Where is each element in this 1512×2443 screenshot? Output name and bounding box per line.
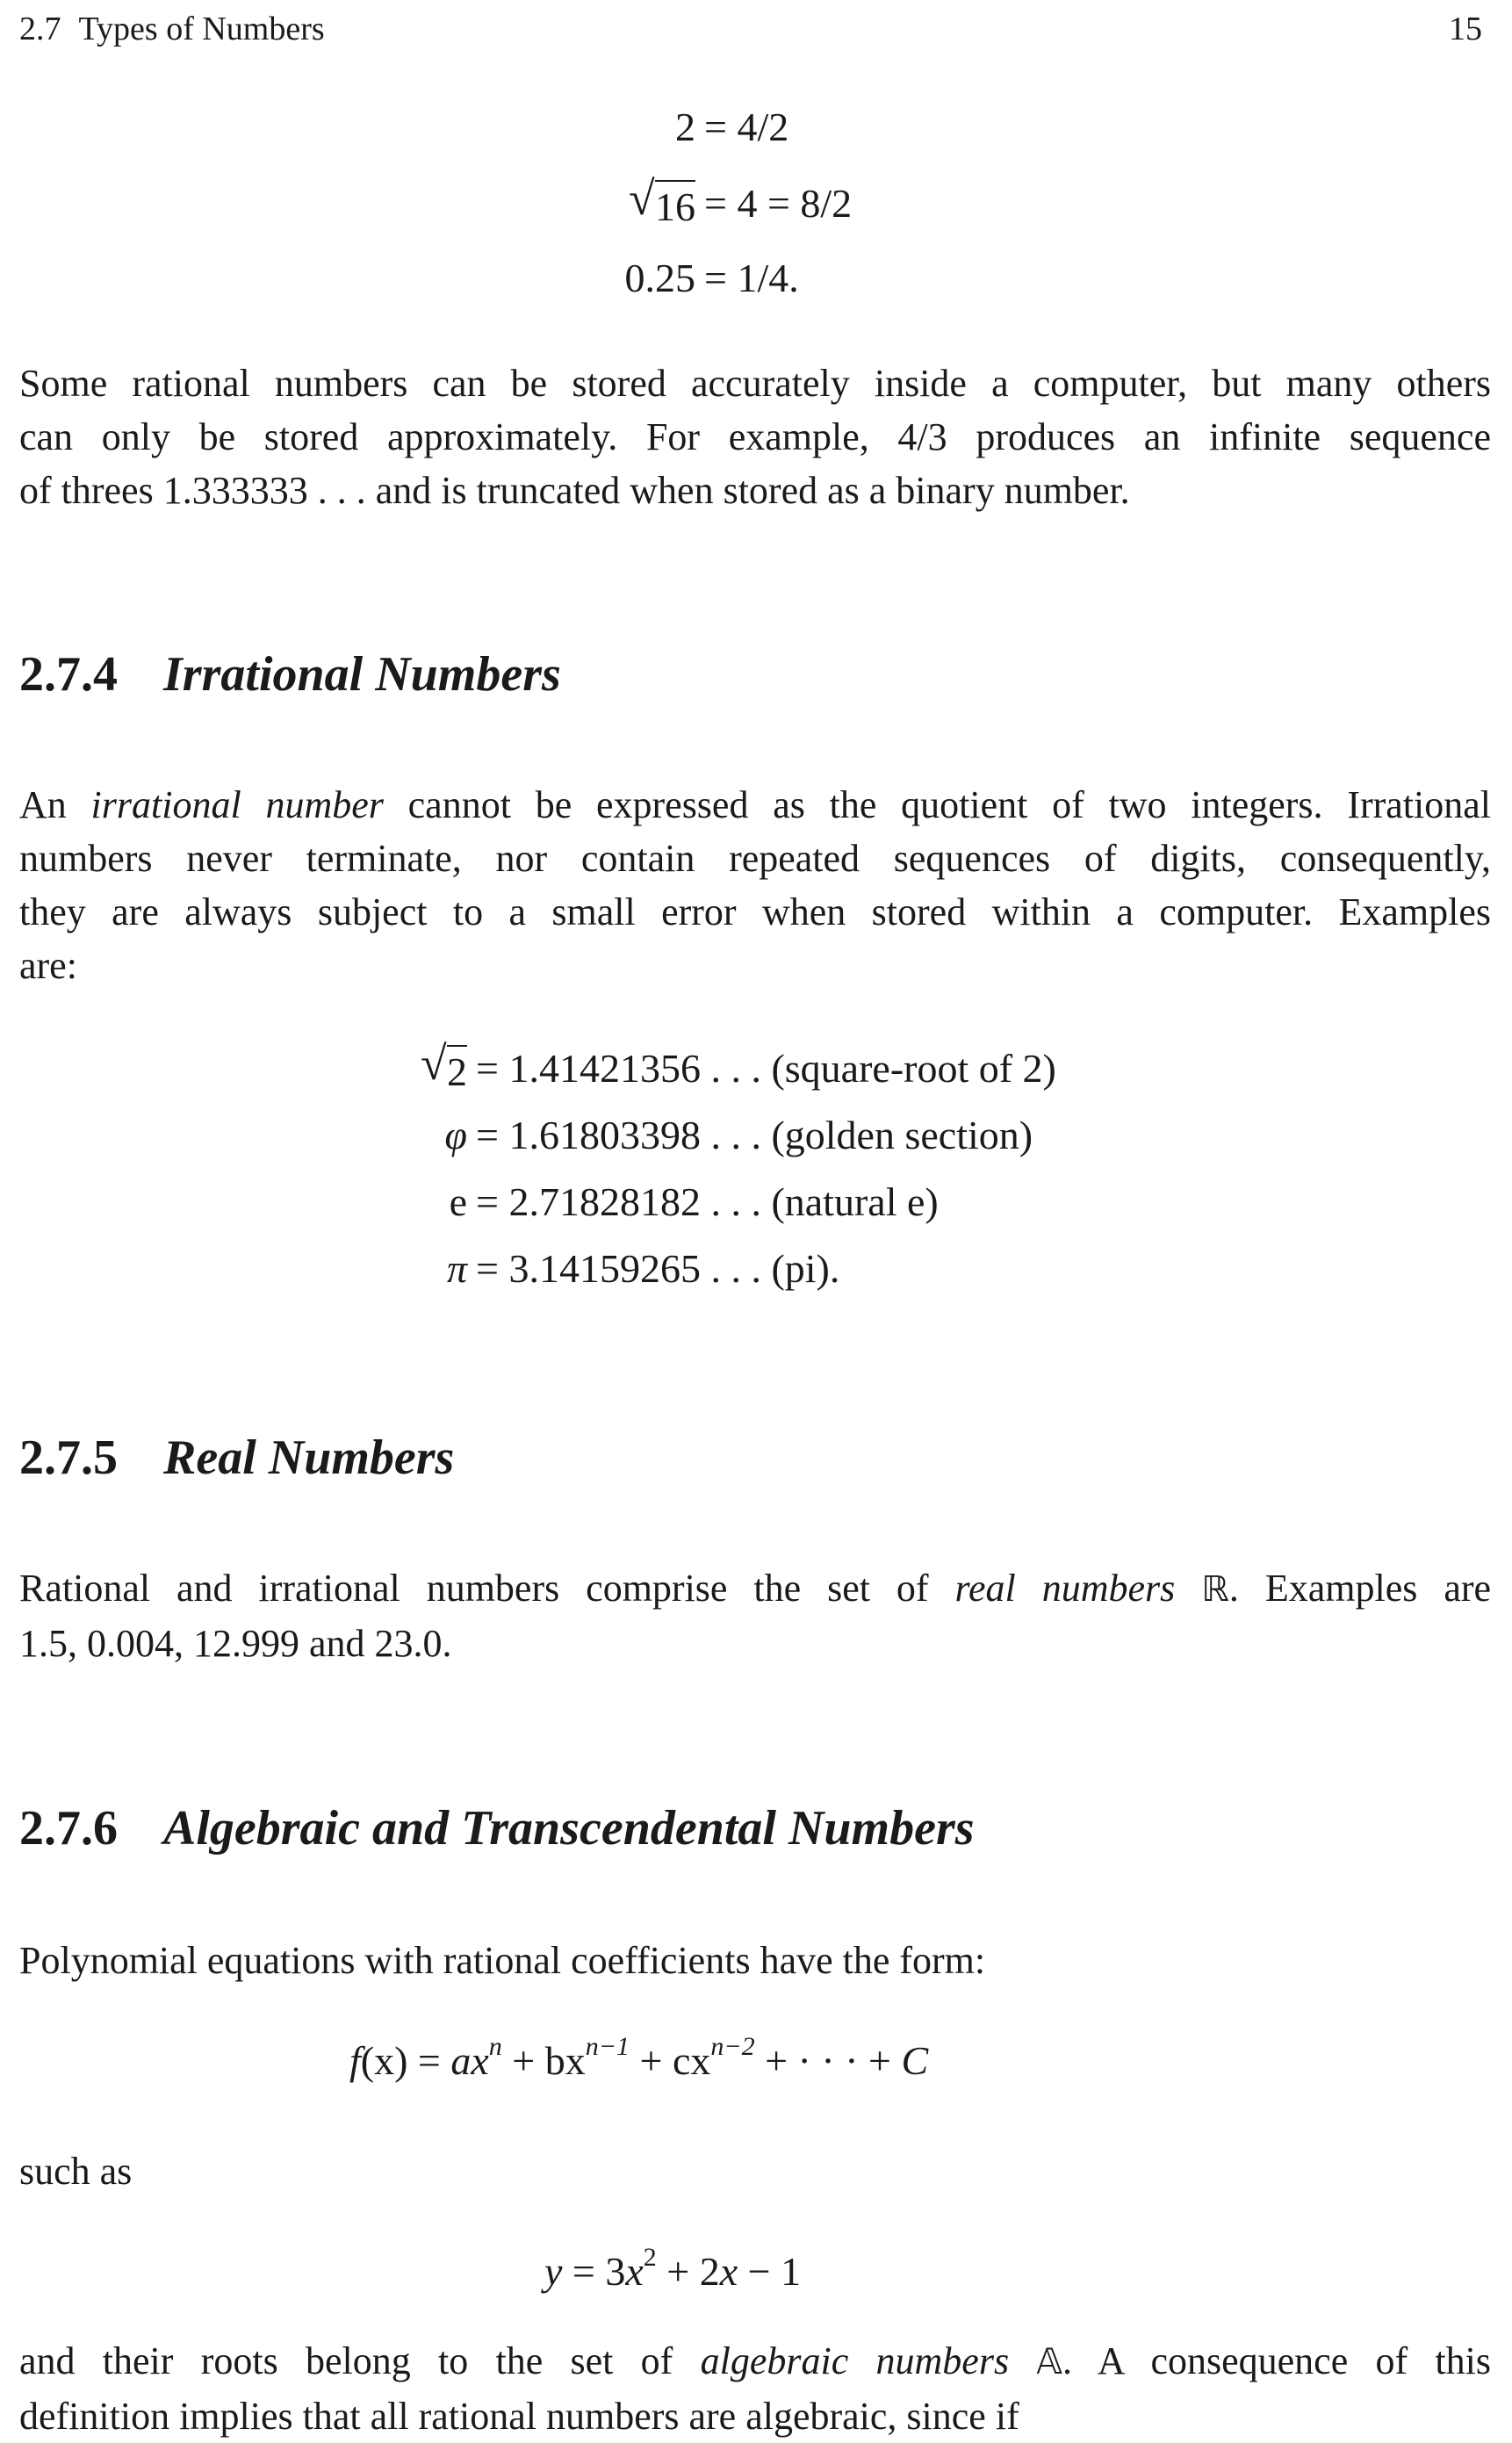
math-term: + bx: [501, 2038, 586, 2083]
math-exponent: n: [488, 2032, 502, 2061]
math-exponent: 2: [643, 2243, 657, 2272]
page-number: 15: [1449, 11, 1482, 47]
equation-lhs: 0.25: [624, 256, 695, 300]
equation-row: [0, 1245, 1512, 1298]
equation-lhs: 2: [675, 104, 695, 149]
equation-lhs: e: [449, 1179, 467, 1224]
paragraph-such-as: [19, 2144, 1491, 2198]
equation-row: [0, 1112, 1512, 1164]
equation-lhs: [629, 172, 695, 230]
equation-polynomial: [349, 2032, 929, 2084]
text-line: are:: [19, 944, 77, 987]
equation-lhs: φ: [444, 1113, 467, 1157]
text-line: Some rational numbers can be stored accurately inside a computer, but many others: [19, 362, 1491, 405]
equation-row: [0, 172, 1512, 234]
equation-rhs: = 1.41421356 . . . (square-root of 2): [476, 1046, 1056, 1091]
paragraph-irrational: [19, 778, 1491, 992]
equation-rhs: = 4/2: [704, 104, 789, 149]
math-f: f: [349, 2038, 361, 2083]
text-line: of threes 1.333333 . . . and is truncated when stored as a binary number.: [19, 469, 1130, 512]
sqrt-symbol: √ 16: [629, 172, 695, 229]
section-number: 2.7.5: [19, 1430, 118, 1485]
math-term: + · · · +: [754, 2038, 902, 2083]
sqrt-radicand: 16: [655, 180, 695, 230]
equation-row: [0, 1037, 1512, 1099]
paragraph-algebraic: [19, 2334, 1491, 2443]
text-line: and their roots belong to the set of algebraic numbers 𝔸. A consequence of this: [19, 2339, 1492, 2382]
text-line: 1.5, 0.004, 12.999 and 23.0.: [19, 1622, 452, 1665]
section-heading-real: [19, 1430, 454, 1486]
term-real-numbers: real numbers: [954, 1567, 1176, 1610]
equation-row: [0, 1178, 1512, 1231]
math-variable: x: [719, 2249, 738, 2294]
math-variable: x: [625, 2249, 644, 2294]
math-variable: y: [544, 2249, 563, 2294]
section-heading-algebraic: [19, 1800, 975, 1856]
equation-row: [0, 104, 1512, 156]
equation-rhs: = 4 = 8/2: [704, 181, 853, 226]
running-head-section: [19, 10, 325, 48]
section-title: Irrational Numbers: [163, 647, 561, 702]
paragraph-rational: [19, 357, 1491, 517]
text-line: An irrational number cannot be expressed as the quotient of two integers. Irrational: [19, 783, 1492, 826]
equation-row: [0, 255, 1512, 307]
math-arg: (x) =: [360, 2038, 451, 2083]
running-head: [19, 7, 1482, 51]
text-line: can only be stored approximately. For example, 4/3 produces an infinite sequence: [19, 415, 1491, 458]
text-line: numbers never terminate, nor contain repeated sequences of digits, consequently,: [19, 837, 1491, 880]
equation-rhs: = 1/4.: [704, 256, 799, 300]
math-term: + 2: [656, 2249, 720, 2294]
running-head-section-number: 2.7: [19, 11, 61, 47]
paragraph-real: [19, 1561, 1491, 1670]
section-number: 2.7.4: [19, 647, 118, 702]
math-term: = 3: [562, 2249, 626, 2294]
math-constant: C: [901, 2038, 929, 2083]
equation-rhs: = 3.14159265 . . . (pi).: [476, 1246, 840, 1291]
math-exponent: n−2: [710, 2032, 755, 2061]
paragraph-polynomial: [19, 1934, 1491, 1987]
equation-example: [544, 2243, 802, 2295]
text-line: definition implies that all rational numbers are algebraic, since if: [19, 2395, 1019, 2438]
section-heading-irrational: [19, 646, 561, 703]
running-head-section-title: Types of Numbers: [78, 11, 325, 47]
section-title: Algebraic and Transcendental Numbers: [163, 1801, 975, 1856]
equation-lhs: [421, 1037, 467, 1095]
math-term: + cx: [630, 2038, 711, 2083]
section-number: 2.7.6: [19, 1801, 118, 1856]
text-line: they are always subject to a small error when stored within a computer. Examples: [19, 890, 1491, 933]
sqrt-symbol: √ 2: [421, 1037, 467, 1094]
text-line: Polynomial equations with rational coefficients have the form:: [19, 1939, 986, 1982]
real-numbers-symbol: ℝ: [1201, 1569, 1229, 1610]
term-irrational-number: irrational number: [90, 783, 384, 826]
text-line: such as: [19, 2150, 133, 2193]
math-term: − 1: [738, 2249, 802, 2294]
term-algebraic-numbers: algebraic numbers: [700, 2339, 1010, 2382]
section-title: Real Numbers: [163, 1430, 455, 1485]
algebraic-numbers-symbol: 𝔸: [1036, 2342, 1062, 2382]
math-term: ax: [450, 2038, 489, 2083]
math-exponent: n−1: [585, 2032, 630, 2061]
equation-rhs: = 1.61803398 . . . (golden section): [476, 1113, 1033, 1157]
equation-rhs: = 2.71828182 . . . (natural e): [476, 1179, 939, 1224]
sqrt-radicand: 2: [447, 1045, 467, 1095]
text-line: Rational and irrational numbers comprise the set of real numbers ℝ. Examples are: [19, 1567, 1492, 1610]
equation-lhs: π: [446, 1246, 467, 1291]
